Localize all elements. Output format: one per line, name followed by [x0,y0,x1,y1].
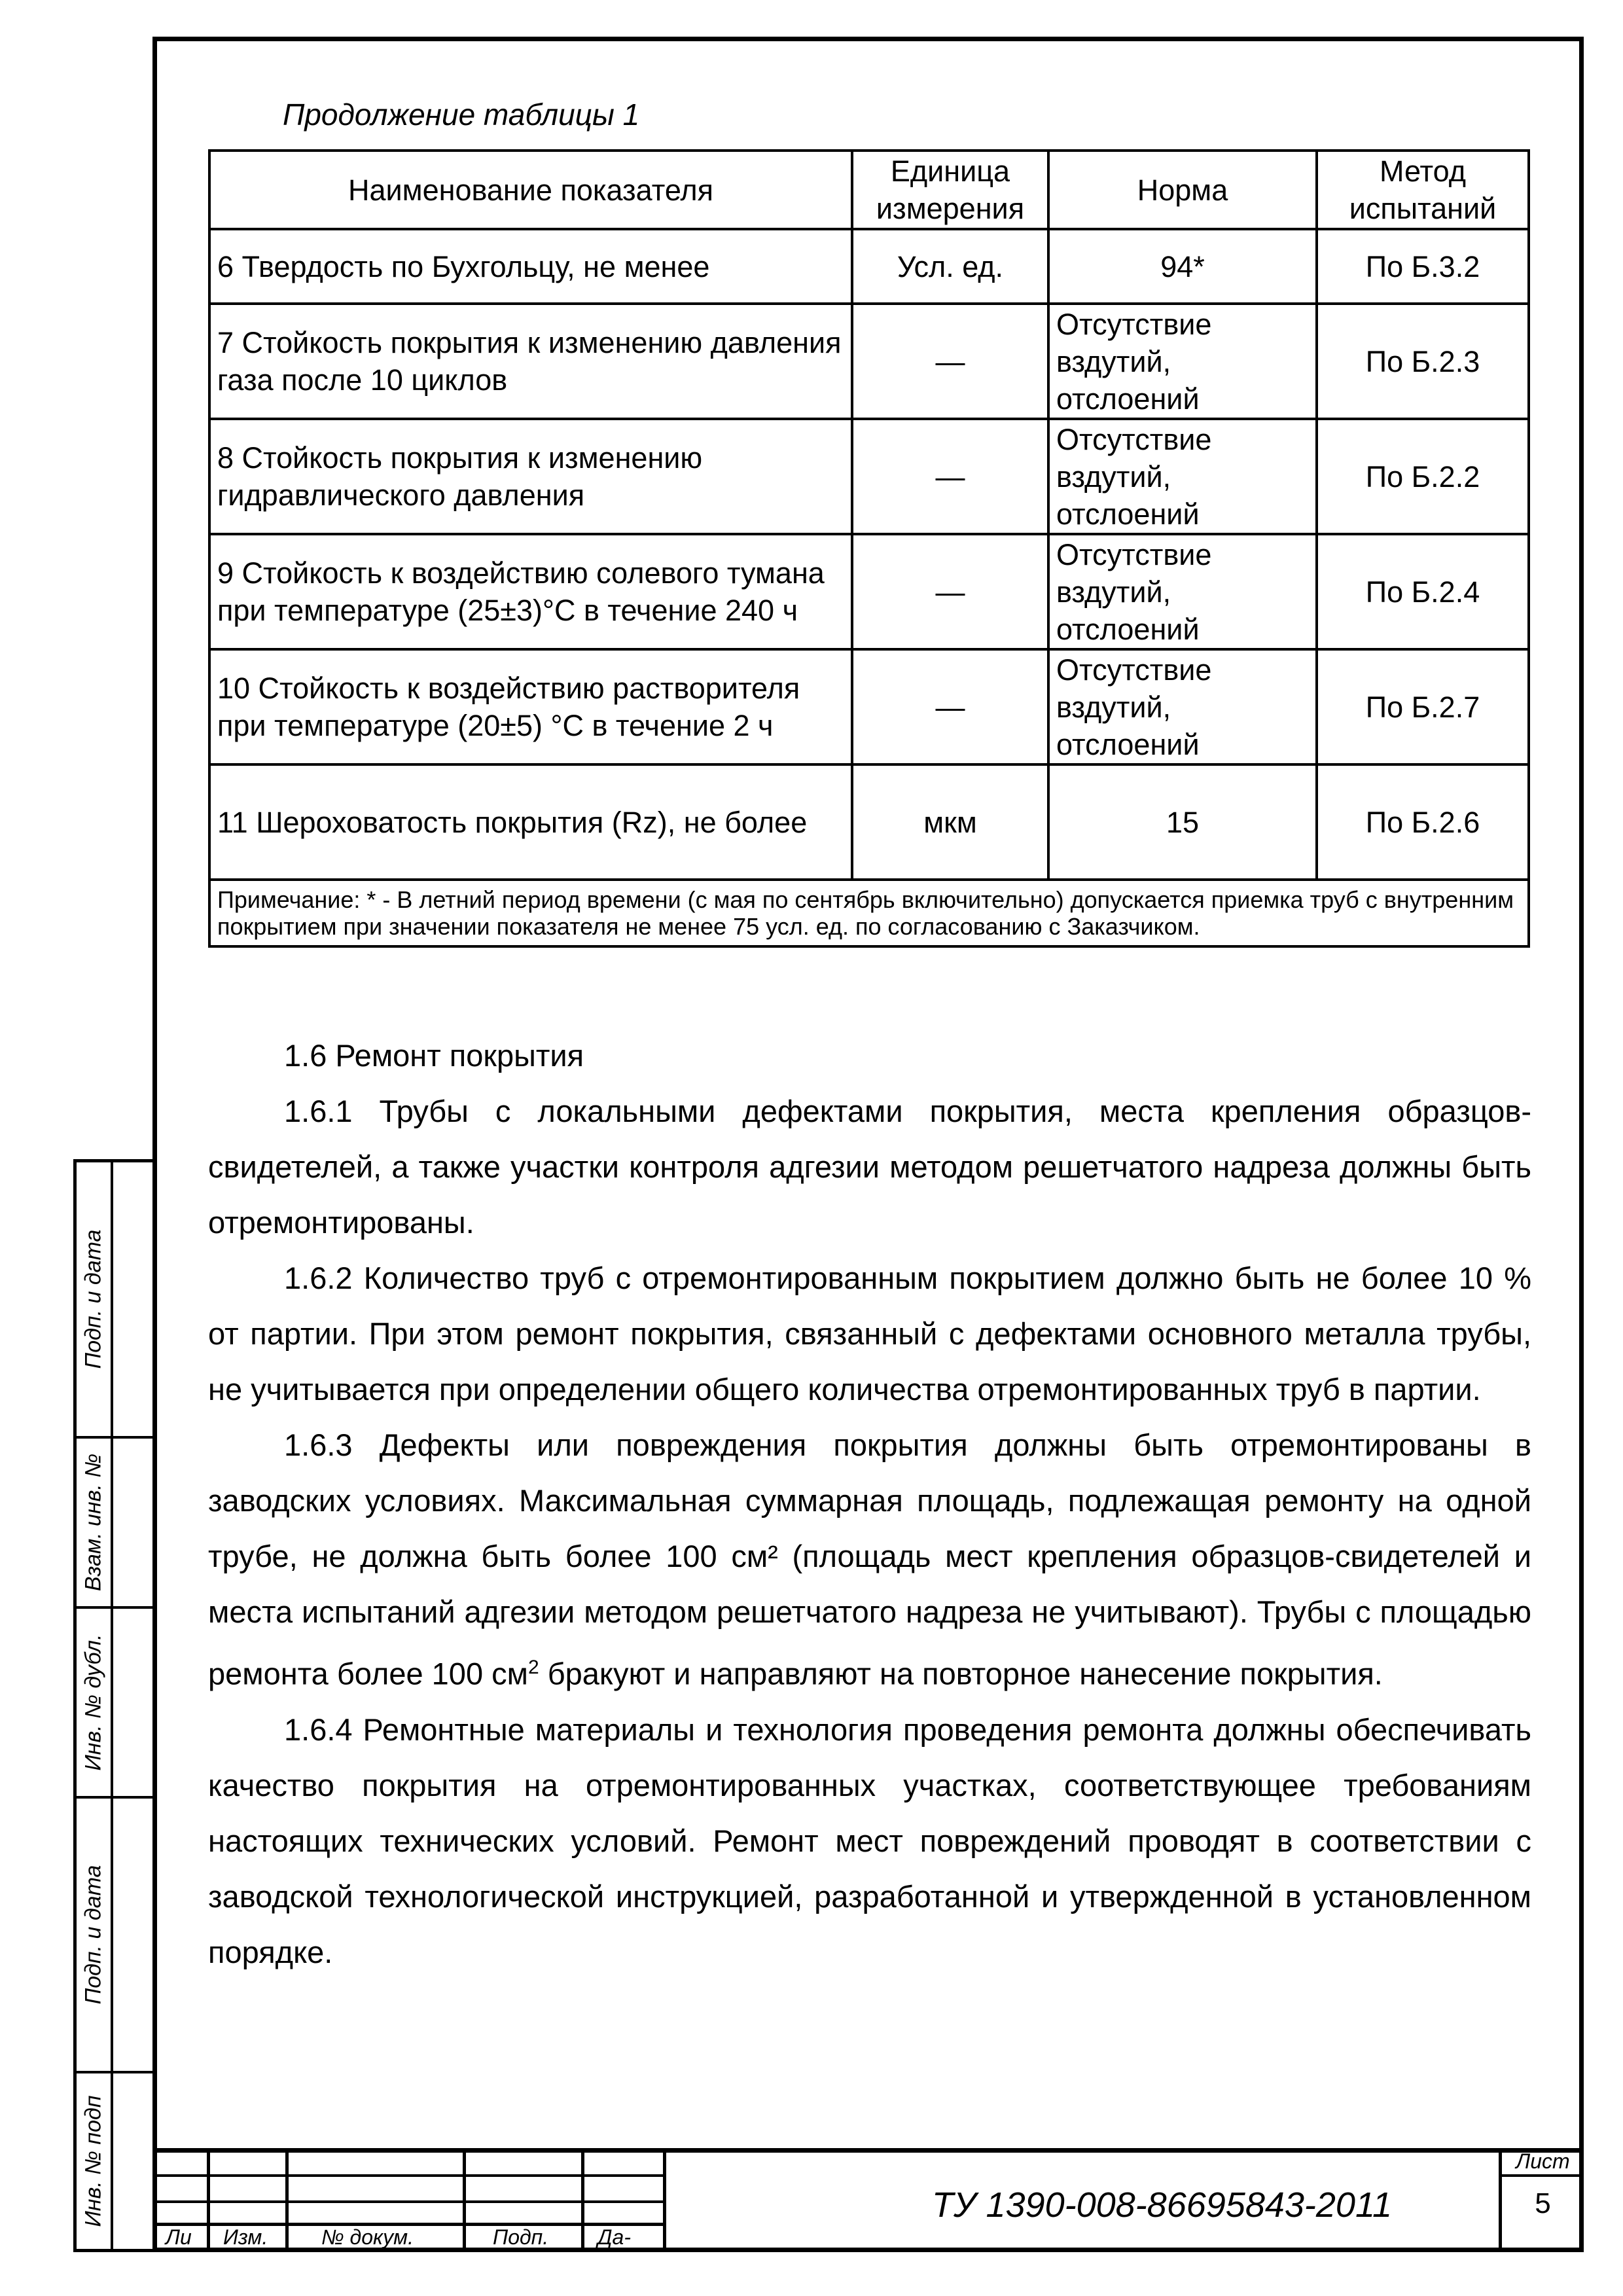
paragraph-1-6-1: 1.6.1 Трубы с локальными дефектами покрытия, места крепления образцов-свидетелей, а также участки контроля адгезии методом решетчатого надреза должны быть отремонтированы. [208,1094,1531,1240]
row-name: 8 Стойкость покрытия к изменению гидравлического давления [209,419,852,534]
paragraph-1-6-3-part-a: 1.6.3 Дефекты или повреждения покрытия должны быть отремонтированы в заводских условиях. Максимальная суммарная площадь, подлежащая ремонту на одной трубе, не должна быть более 100 см² (площадь мест крепления образцов-свидетелей и места испытаний адгезии методом решетчатого надреза не учитывают). Трубы с площадью ремонта более 100 см [208,1427,1531,1691]
header-norm: Норма [1048,151,1317,229]
row-unit: — [852,419,1048,534]
row-name: 10 Стойкость к воздействию растворителя при температуре (20±5) °С в течение 2 ч [209,649,852,764]
section-heading: 1.6 Ремонт покрытия [284,1038,584,1073]
margin-cell [77,2073,152,2249]
margin-cell [77,1799,152,2073]
row-name: 6 Твердость по Бухгольцу, не менее [209,229,852,304]
margin-label-replace-inv: Взам. инв. № [80,1453,106,1592]
stamp-col-change: Изм. [223,2225,268,2249]
table-row [209,304,1529,419]
table-caption: Продолжение таблицы 1 [283,98,640,132]
table-row [209,764,1529,880]
document-code: ТУ 1390-008-86695843-2011 [931,2185,1393,2225]
header-name: Наименование показателя [209,151,852,229]
row-name: 9 Стойкость к воздействию солевого тумана при температуре (25±3)°С в течение 240 ч [209,534,852,649]
row-name: 11 Шероховатость покрытия (Rz), не более [209,764,852,880]
paragraph-1-6-3 [208,1417,1531,1702]
row-norm: Отсутствие вздутий, отслоений [1048,649,1317,764]
superscript-2: 2 [527,1657,539,1678]
row-unit: — [852,304,1048,419]
paragraph-1-6-3-part-b: бракуют и направляют на повторное нанесение покрытия. [539,1656,1383,1691]
sheet-box [1499,2148,1584,2252]
row-norm: 15 [1048,764,1317,880]
row-norm: Отсутствие вздутий, отслоений [1048,534,1317,649]
table-row [209,419,1529,534]
indicators-table [208,149,1530,948]
title-block [152,2148,1584,2252]
sheet-number: 5 [1535,2187,1551,2219]
row-unit: Усл. ед. [852,229,1048,304]
margin-label-sign-date: Подп. и дата [80,1229,106,1369]
row-unit: — [852,649,1048,764]
table-row [209,534,1529,649]
paragraph-1-6-2: 1.6.2 Количество труб с отремонтированным покрытием должно быть не более 10 % от партии. При этом ремонт покрытия, связанный с дефектами основного металла трубы, не учитывается при определении общего количества отремонтированных труб в партии. [208,1261,1531,1407]
table-header-row [209,151,1529,229]
row-name: 7 Стойкость покрытия к изменению давления газа после 10 циклов [209,304,852,419]
side-margin [73,1159,152,2252]
row-method: По Б.2.2 [1317,419,1529,534]
row-unit: мкм [852,764,1048,880]
row-norm: Отсутствие вздутий, отслоений [1048,304,1317,419]
margin-label-orig-inv: Инв. № подп [80,2095,106,2227]
stamp-col-signature: Подп. [493,2225,549,2249]
row-method: По Б.2.7 [1317,649,1529,764]
sheet-label: Лист [1502,2148,1584,2177]
row-method: По Б.2.3 [1317,304,1529,419]
stamp-title [663,2148,1623,2252]
stamp-col-doc-number: № докум. [321,2225,414,2249]
margin-cell [77,1162,152,1439]
row-unit: — [852,534,1048,649]
paragraph-1-6-4: 1.6.4 Ремонтные материалы и технология проведения ремонта должны обеспечивать качество покрытия на отремонтированных участках, соответствующее требованиям настоящих технических условий. Ремонт мест повреждений проводят в соответствии с заводской технологической инструкцией, разработанной и утвержденной в установленном порядке. [208,1712,1531,1969]
header-method: Метод испытаний [1317,151,1529,229]
table-row [209,229,1529,304]
stamp-col-sheet: Ли [166,2225,192,2249]
row-method: По Б.2.4 [1317,534,1529,649]
section-body [208,1028,1531,1980]
table-note: Примечание: * - В летний период времени (с мая по сентябрь включительно) допускается приемка труб с внутренним покрытием при значении показателя не менее 75 усл. ед. по согласованию с Заказчиком. [209,880,1529,946]
row-norm: 94* [1048,229,1317,304]
margin-label-sign-date-2: Подп. и дата [80,1865,106,2005]
row-method: По Б.2.6 [1317,764,1529,880]
margin-cell [77,1439,152,1609]
row-method: По Б.3.2 [1317,229,1529,304]
row-norm: Отсутствие вздутий, отслоений [1048,419,1317,534]
table-row [209,649,1529,764]
margin-label-dup-inv: Инв. № дубл. [80,1634,106,1771]
stamp-col-date: Да- [597,2225,631,2249]
table-note-row [209,880,1529,946]
header-unit: Единица измерения [852,151,1048,229]
margin-cell [77,1609,152,1799]
stamp-grid [152,2148,663,2252]
